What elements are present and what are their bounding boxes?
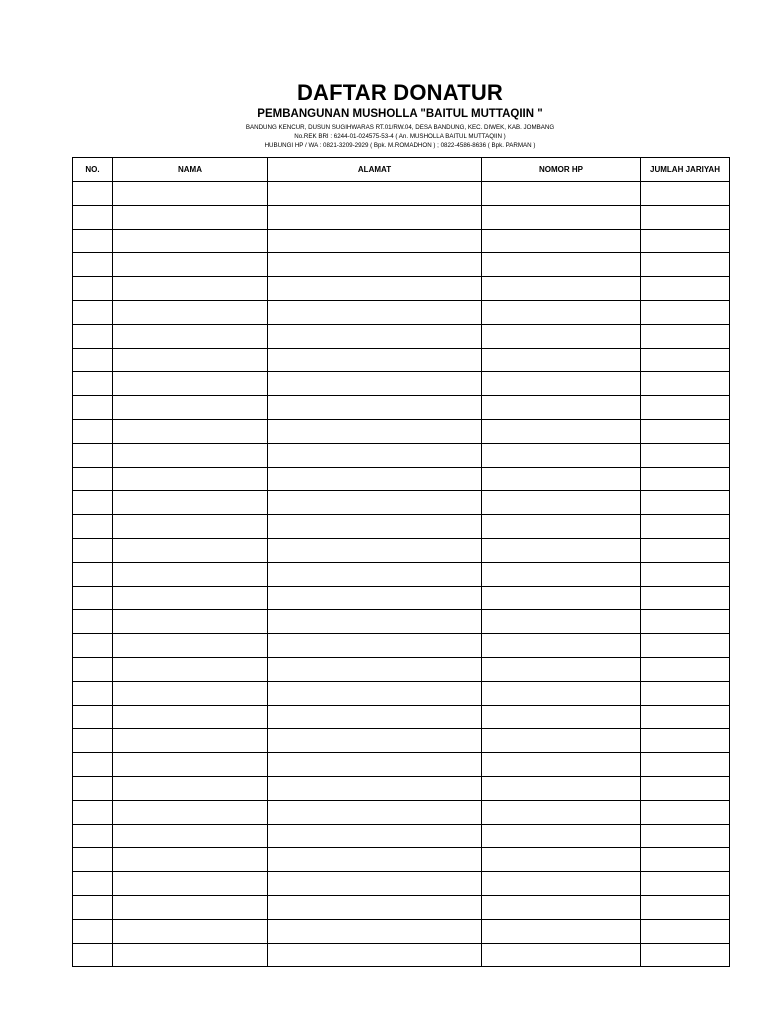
table-row — [73, 419, 730, 443]
cell-no — [73, 182, 113, 206]
cell-jumlah-jariyah — [641, 657, 730, 681]
cell-no — [73, 277, 113, 301]
cell-alamat — [268, 657, 482, 681]
cell-nomor-hp — [482, 396, 641, 420]
cell-jumlah-jariyah — [641, 943, 730, 967]
cell-nama — [113, 610, 268, 634]
table-row — [73, 753, 730, 777]
cell-alamat — [268, 681, 482, 705]
table-row — [73, 610, 730, 634]
cell-jumlah-jariyah — [641, 253, 730, 277]
table-row — [73, 872, 730, 896]
cell-no — [73, 586, 113, 610]
table-row — [73, 348, 730, 372]
cell-nomor-hp — [482, 277, 641, 301]
cell-no — [73, 657, 113, 681]
cell-alamat — [268, 776, 482, 800]
table-row — [73, 538, 730, 562]
table-row — [73, 943, 730, 967]
cell-no — [73, 324, 113, 348]
cell-nama — [113, 253, 268, 277]
cell-jumlah-jariyah — [641, 300, 730, 324]
cell-alamat — [268, 443, 482, 467]
cell-alamat — [268, 586, 482, 610]
cell-nomor-hp — [482, 372, 641, 396]
cell-nama — [113, 491, 268, 515]
cell-nomor-hp — [482, 657, 641, 681]
cell-alamat — [268, 753, 482, 777]
cell-no — [73, 729, 113, 753]
cell-nama — [113, 229, 268, 253]
cell-nama — [113, 729, 268, 753]
column-header-alamat: ALAMAT — [268, 158, 482, 182]
cell-alamat — [268, 205, 482, 229]
table-row — [73, 515, 730, 539]
cell-jumlah-jariyah — [641, 182, 730, 206]
cell-nomor-hp — [482, 943, 641, 967]
cell-alamat — [268, 300, 482, 324]
cell-alamat — [268, 848, 482, 872]
cell-nomor-hp — [482, 538, 641, 562]
cell-no — [73, 300, 113, 324]
cell-nomor-hp — [482, 753, 641, 777]
cell-nomor-hp — [482, 467, 641, 491]
table-row — [73, 300, 730, 324]
cell-nomor-hp — [482, 824, 641, 848]
cell-nomor-hp — [482, 348, 641, 372]
cell-jumlah-jariyah — [641, 277, 730, 301]
cell-nama — [113, 657, 268, 681]
page-title: DAFTAR DONATUR — [296, 80, 504, 105]
cell-no — [73, 229, 113, 253]
cell-jumlah-jariyah — [641, 467, 730, 491]
cell-no — [73, 634, 113, 658]
cell-alamat — [268, 943, 482, 967]
cell-jumlah-jariyah — [641, 515, 730, 539]
cell-alamat — [268, 277, 482, 301]
cell-jumlah-jariyah — [641, 491, 730, 515]
cell-nomor-hp — [482, 324, 641, 348]
cell-nama — [113, 538, 268, 562]
cell-alamat — [268, 824, 482, 848]
cell-nomor-hp — [482, 848, 641, 872]
cell-nama — [113, 300, 268, 324]
cell-nomor-hp — [482, 919, 641, 943]
cell-no — [73, 396, 113, 420]
cell-alamat — [268, 491, 482, 515]
cell-nomor-hp — [482, 681, 641, 705]
table-row — [73, 824, 730, 848]
cell-nomor-hp — [482, 182, 641, 206]
cell-nomor-hp — [482, 419, 641, 443]
cell-jumlah-jariyah — [641, 800, 730, 824]
cell-nama — [113, 943, 268, 967]
cell-no — [73, 348, 113, 372]
cell-nama — [113, 919, 268, 943]
cell-nama — [113, 872, 268, 896]
cell-nomor-hp — [482, 205, 641, 229]
table-header-row — [73, 158, 730, 182]
cell-nomor-hp — [482, 443, 641, 467]
cell-jumlah-jariyah — [641, 586, 730, 610]
cell-jumlah-jariyah — [641, 705, 730, 729]
cell-alamat — [268, 610, 482, 634]
cell-no — [73, 372, 113, 396]
cell-no — [73, 943, 113, 967]
table-row — [73, 586, 730, 610]
cell-nomor-hp — [482, 300, 641, 324]
cell-nama — [113, 895, 268, 919]
table-row — [73, 396, 730, 420]
table-row — [73, 848, 730, 872]
cell-no — [73, 681, 113, 705]
cell-nomor-hp — [482, 729, 641, 753]
cell-nama — [113, 824, 268, 848]
cell-no — [73, 824, 113, 848]
cell-nama — [113, 277, 268, 301]
cell-nama — [113, 562, 268, 586]
table-row — [73, 467, 730, 491]
address-line: BANDUNG KENCUR, DUSUN SUGIHWARAS RT.01/RW.04, DESA BANDUNG, KEC. DIWEK, KAB. JOMBANG — [245, 124, 555, 131]
cell-nomor-hp — [482, 610, 641, 634]
cell-nama — [113, 800, 268, 824]
cell-nama — [113, 419, 268, 443]
cell-jumlah-jariyah — [641, 753, 730, 777]
cell-no — [73, 467, 113, 491]
cell-nama — [113, 634, 268, 658]
table-row — [73, 491, 730, 515]
cell-no — [73, 491, 113, 515]
cell-jumlah-jariyah — [641, 895, 730, 919]
cell-nomor-hp — [482, 705, 641, 729]
cell-jumlah-jariyah — [641, 419, 730, 443]
cell-alamat — [268, 800, 482, 824]
bank-account-line: No.REK BRI : 6244-01-024575-53-4 ( An. MUSHOLLA BAITUL MUTTAQIIN ) — [294, 133, 506, 140]
table-row — [73, 657, 730, 681]
cell-alamat — [268, 396, 482, 420]
cell-alamat — [268, 372, 482, 396]
table-row — [73, 895, 730, 919]
table-row — [73, 277, 730, 301]
cell-nomor-hp — [482, 491, 641, 515]
cell-no — [73, 443, 113, 467]
table-row — [73, 324, 730, 348]
cell-jumlah-jariyah — [641, 681, 730, 705]
cell-nomor-hp — [482, 872, 641, 896]
cell-alamat — [268, 729, 482, 753]
cell-nama — [113, 848, 268, 872]
cell-no — [73, 753, 113, 777]
cell-alamat — [268, 467, 482, 491]
cell-nomor-hp — [482, 586, 641, 610]
table-row — [73, 800, 730, 824]
cell-nama — [113, 372, 268, 396]
column-header-nama: NAMA — [113, 158, 268, 182]
cell-alamat — [268, 634, 482, 658]
cell-nomor-hp — [482, 515, 641, 539]
cell-alamat — [268, 872, 482, 896]
cell-nama — [113, 776, 268, 800]
table-row — [73, 634, 730, 658]
cell-alamat — [268, 229, 482, 253]
cell-no — [73, 705, 113, 729]
column-header-nomor-hp: NOMOR HP — [482, 158, 641, 182]
cell-jumlah-jariyah — [641, 610, 730, 634]
cell-jumlah-jariyah — [641, 729, 730, 753]
cell-jumlah-jariyah — [641, 443, 730, 467]
cell-alamat — [268, 182, 482, 206]
cell-nomor-hp — [482, 562, 641, 586]
table-row — [73, 681, 730, 705]
cell-jumlah-jariyah — [641, 872, 730, 896]
cell-alamat — [268, 253, 482, 277]
cell-no — [73, 776, 113, 800]
cell-jumlah-jariyah — [641, 205, 730, 229]
cell-jumlah-jariyah — [641, 348, 730, 372]
cell-alamat — [268, 348, 482, 372]
cell-jumlah-jariyah — [641, 538, 730, 562]
donor-table-body — [73, 182, 730, 967]
cell-no — [73, 253, 113, 277]
cell-nama — [113, 324, 268, 348]
contact-line: HUBUNGI HP / WA : 0821-3209-2929 ( Bpk. M.ROMADHON ) ; 0822-4586-8636 ( Bpk. PARMAN ) — [264, 142, 536, 149]
cell-nomor-hp — [482, 253, 641, 277]
cell-no — [73, 848, 113, 872]
cell-nomor-hp — [482, 634, 641, 658]
cell-no — [73, 895, 113, 919]
cell-nama — [113, 515, 268, 539]
cell-jumlah-jariyah — [641, 634, 730, 658]
cell-alamat — [268, 515, 482, 539]
cell-no — [73, 610, 113, 634]
cell-jumlah-jariyah — [641, 562, 730, 586]
table-row — [73, 919, 730, 943]
cell-jumlah-jariyah — [641, 824, 730, 848]
cell-nama — [113, 467, 268, 491]
cell-nomor-hp — [482, 229, 641, 253]
page-subtitle: PEMBANGUNAN MUSHOLLA "BAITUL MUTTAQIIN " — [257, 108, 543, 120]
cell-nomor-hp — [482, 895, 641, 919]
cell-nama — [113, 681, 268, 705]
table-row — [73, 229, 730, 253]
cell-no — [73, 515, 113, 539]
cell-no — [73, 538, 113, 562]
table-row — [73, 182, 730, 206]
cell-alamat — [268, 538, 482, 562]
cell-nama — [113, 705, 268, 729]
cell-alamat — [268, 562, 482, 586]
cell-jumlah-jariyah — [641, 396, 730, 420]
table-row — [73, 729, 730, 753]
cell-jumlah-jariyah — [641, 848, 730, 872]
cell-jumlah-jariyah — [641, 229, 730, 253]
table-row — [73, 205, 730, 229]
cell-jumlah-jariyah — [641, 776, 730, 800]
cell-jumlah-jariyah — [641, 919, 730, 943]
cell-alamat — [268, 324, 482, 348]
table-row — [73, 562, 730, 586]
cell-no — [73, 562, 113, 586]
cell-nama — [113, 348, 268, 372]
cell-nama — [113, 753, 268, 777]
table-row — [73, 372, 730, 396]
table-row — [73, 776, 730, 800]
cell-nama — [113, 443, 268, 467]
cell-jumlah-jariyah — [641, 372, 730, 396]
table-row — [73, 443, 730, 467]
cell-no — [73, 419, 113, 443]
cell-nama — [113, 586, 268, 610]
column-header-no: NO. — [73, 158, 113, 182]
cell-nomor-hp — [482, 800, 641, 824]
column-header-jumlah-jariyah: JUMLAH JARIYAH — [641, 158, 730, 182]
cell-no — [73, 872, 113, 896]
cell-nama — [113, 182, 268, 206]
cell-no — [73, 919, 113, 943]
cell-jumlah-jariyah — [641, 324, 730, 348]
cell-nama — [113, 205, 268, 229]
cell-alamat — [268, 895, 482, 919]
cell-alamat — [268, 919, 482, 943]
cell-nomor-hp — [482, 776, 641, 800]
cell-alamat — [268, 705, 482, 729]
cell-alamat — [268, 419, 482, 443]
table-row — [73, 705, 730, 729]
donor-table — [72, 157, 730, 967]
table-row — [73, 253, 730, 277]
cell-no — [73, 205, 113, 229]
cell-nama — [113, 396, 268, 420]
cell-no — [73, 800, 113, 824]
